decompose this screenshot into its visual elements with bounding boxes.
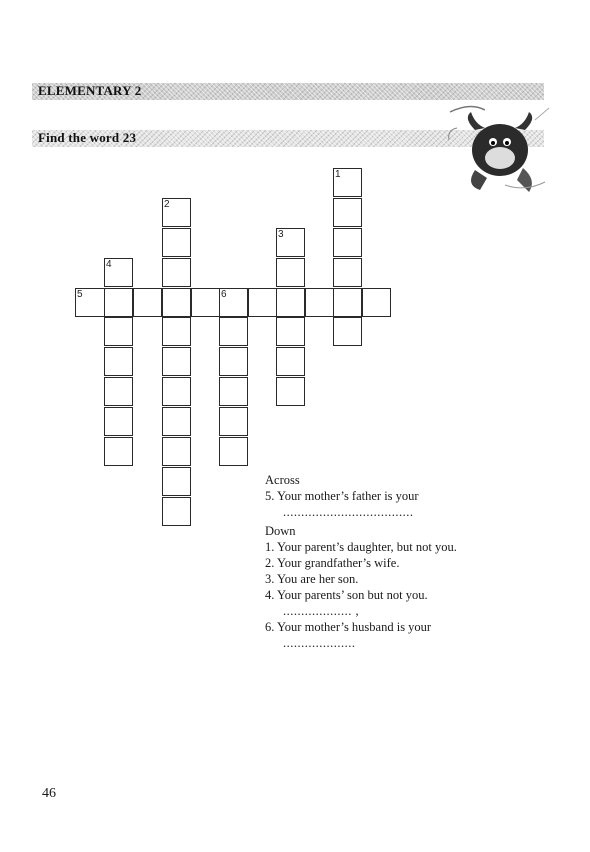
crossword-cell[interactable] [133, 288, 162, 317]
crossword-cell[interactable] [276, 377, 305, 406]
crossword-cell[interactable] [162, 317, 191, 346]
crossword-cell[interactable] [219, 407, 248, 436]
crossword-cell[interactable] [104, 407, 133, 436]
clue-number-1: 1 [335, 169, 341, 180]
crossword-cell[interactable] [219, 377, 248, 406]
crossword-cell[interactable] [333, 258, 362, 287]
crossword-cell[interactable] [104, 377, 133, 406]
down-clue-2: 2. Your grandfather’s wife. [265, 556, 400, 570]
down-heading: Down [265, 524, 296, 538]
clue-number-2: 2 [164, 199, 170, 210]
crossword-cell[interactable] [191, 288, 220, 317]
crossword-cell[interactable] [162, 288, 191, 317]
crossword-cell[interactable] [276, 347, 305, 376]
across-clue-5: 5. Your mother’s father is your [265, 489, 419, 503]
crossword-cell[interactable] [162, 377, 191, 406]
crossword-cell[interactable] [219, 317, 248, 346]
down-clue-6: 6. Your mother’s husband is your [265, 620, 432, 634]
clues-block [265, 472, 457, 651]
down-clue-4-blank: ................... , [283, 604, 360, 618]
series-label: ELEMENTARY 2 [38, 83, 142, 98]
crossword-cell[interactable] [333, 288, 362, 317]
clue-number-4: 4 [106, 259, 112, 270]
crossword-cell[interactable] [276, 258, 305, 287]
crossword-cell[interactable] [219, 347, 248, 376]
clue-number-5: 5 [77, 289, 83, 300]
crossword-cell[interactable] [162, 228, 191, 257]
clue-number-6: 6 [221, 289, 227, 300]
exercise-title: Find the word 23 [38, 130, 137, 145]
crossword-cell[interactable] [333, 228, 362, 257]
crossword-cell[interactable] [104, 437, 133, 466]
page-number: 46 [42, 786, 56, 801]
crossword-cell[interactable] [162, 258, 191, 287]
clue-number-3: 3 [278, 229, 284, 240]
across-heading: Across [265, 473, 300, 487]
crossword-cell[interactable] [305, 288, 334, 317]
across-clue-5-blank: .................................... [283, 505, 414, 519]
crossword-cell[interactable] [104, 288, 133, 317]
crossword-cell[interactable] [162, 467, 191, 496]
crossword-cell[interactable] [362, 288, 391, 317]
down-clue-1: 1. Your parent’s daughter, but not you. [265, 540, 457, 554]
crossword-cell[interactable] [104, 347, 133, 376]
crossword-cell[interactable] [162, 407, 191, 436]
crossword-cell[interactable] [276, 317, 305, 346]
crossword-cell[interactable] [162, 437, 191, 466]
crossword-cell[interactable] [333, 317, 362, 346]
crossword-cell[interactable] [219, 437, 248, 466]
crossword-cell[interactable] [162, 347, 191, 376]
crossword-cell[interactable] [333, 198, 362, 227]
crossword-cell[interactable] [104, 317, 133, 346]
down-clue-6-blank: .................... [283, 636, 356, 650]
crossword-cell[interactable] [162, 497, 191, 526]
crossword-cell[interactable] [248, 288, 277, 317]
down-clue-4: 4. Your parents’ son but not you. [265, 588, 428, 602]
down-clue-3: 3. You are her son. [265, 572, 359, 586]
crossword-cell[interactable] [276, 288, 305, 317]
